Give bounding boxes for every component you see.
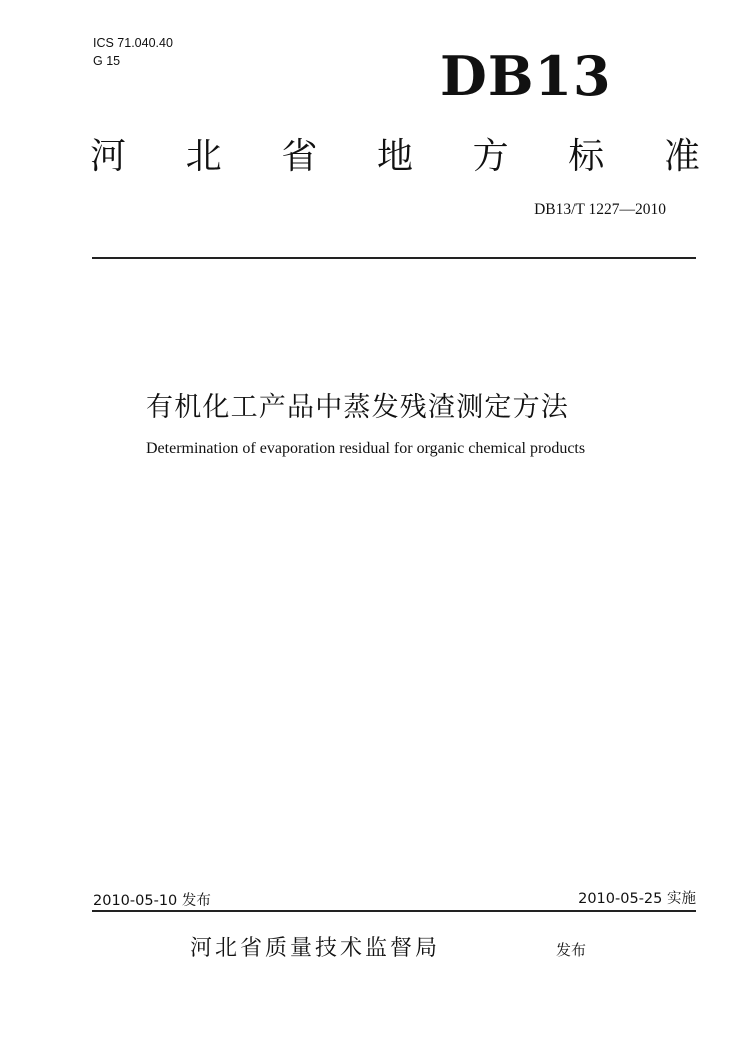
title-english: Determination of evaporation residual for organic chemical products — [146, 440, 586, 457]
classification-codes — [93, 34, 173, 70]
authority-char: 准 — [663, 136, 700, 177]
top-divider — [92, 257, 696, 259]
db-logo: DB13 — [440, 44, 612, 108]
authority-char: 北 — [185, 136, 222, 177]
authority-char: 地 — [376, 136, 413, 177]
issue-date: 2010-05-10 发布 — [93, 893, 211, 909]
implementation-date: 2010-05-25 实施 — [578, 891, 696, 907]
ccs-code: G 15 — [93, 54, 121, 68]
authority-char: 方 — [472, 136, 509, 177]
ics-code: ICS 71.040.40 — [93, 36, 173, 50]
title-chinese: 有机化工产品中蒸发残渣测定方法 — [146, 392, 569, 423]
authority-char: 标 — [568, 136, 605, 177]
authority-char: 省 — [281, 136, 318, 177]
standard-number: DB13/T 1227—2010 — [534, 201, 666, 218]
publish-label: 发布 — [556, 941, 587, 959]
authority-heading — [90, 134, 700, 180]
bottom-divider — [92, 910, 696, 912]
authority-char: 河 — [90, 136, 127, 177]
publisher-name: 河北省质量技术监督局 — [190, 936, 441, 961]
